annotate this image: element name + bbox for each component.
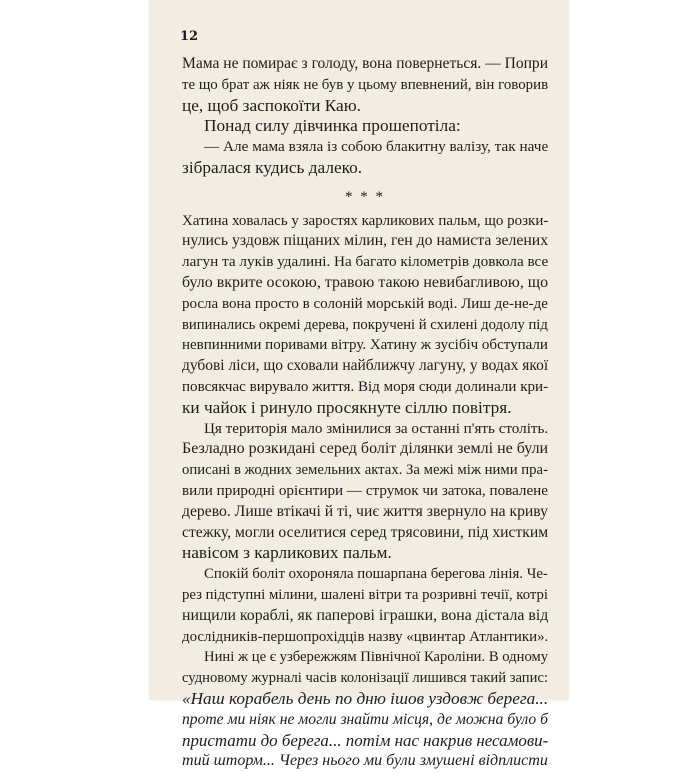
quote-line: проте ми ніяк не могли знайти місця, де можна було б xyxy=(182,710,548,728)
text-line: ки чайок і ринуло просякнуте сіллю повітря. xyxy=(182,397,512,417)
text-line: вили природні орієнтири — струмок чи затока, повалене xyxy=(182,482,548,499)
text-line: невпинними поривами вітру. Хатину ж зусібіч обступали xyxy=(182,337,548,354)
text-line: рез підступні мілини, шалені вітри та розривні течії, котрі xyxy=(182,586,549,603)
body-text xyxy=(182,54,548,772)
text-line: стежку, могли оселитися серед трясовини, під хистким xyxy=(182,523,549,541)
text-line: повсякчас вирувало життя. Від моря сюди долинали кри- xyxy=(182,378,549,395)
text-line: дослідників-першопрохідців назву «цвинтар Атлантики». xyxy=(182,628,549,645)
quote-line: «Наш корабель день по дню ішов уздовж берега... xyxy=(182,688,549,708)
text-line: нищили кораблі, як паперові іграшки, вона дістала від xyxy=(182,606,549,624)
text-line: описані в жодних земельних актах. За межі між ними пра- xyxy=(182,462,548,479)
text-line: Нині ж це є узбережжям Північної Кароліни. В одному xyxy=(204,649,549,666)
text-line: Безладно розкидані серед боліт ділянки землі не були xyxy=(182,440,549,458)
text-line: дерево. Лише втікачі й ті, чиє життя звернуло на криву xyxy=(182,502,548,520)
text-line: Понад силу дівчинка прошепотіла: xyxy=(204,116,461,136)
text-line: це, щоб заспокоїти Каю. xyxy=(182,95,361,115)
text-line: було вкрите осокою, травою такою невибагливою, що xyxy=(182,273,549,291)
text-line: дубові ліси, що сховали найближчу лагуну, у водах якої xyxy=(182,357,549,375)
text-line: навісом з карликових пальм. xyxy=(182,543,392,563)
text-line: нулись уздовж піщаних мілин, ген до намиста зелених xyxy=(182,232,549,250)
quote-line: тий шторм... Через нього ми були змушені відплисти xyxy=(182,752,548,770)
text-line: Мама не помирає з голоду, вона повернеться. — Попри xyxy=(182,55,549,72)
text-line: Хатина ховалась у заростях карликових пальм, що розки- xyxy=(182,212,549,229)
text-line: випинались окремі дерева, покручені й схилені додолу під xyxy=(182,316,548,333)
text-line: Ця територія мало змінилися за останні п'ять століть. xyxy=(204,420,549,437)
text-line: Спокій боліт охороняла пошарпана берегова лінія. Че- xyxy=(204,566,548,583)
page-number: 12 xyxy=(180,29,199,44)
section-separator: * * * xyxy=(345,188,385,205)
text-line: росла вона просто в солоній морській воді. Лиш де-не-де xyxy=(182,295,548,312)
quote-line: пристати до берега... потім нас накрив несамови- xyxy=(182,730,549,750)
book-page xyxy=(149,0,569,770)
text-line: те що брат аж ніяк не був у цьому впевнений, він говорив xyxy=(182,76,549,93)
text-line: судновому журналі часів колонізації лишився такий запис: xyxy=(182,670,549,687)
text-line: — Але мама взяла із собою блакитну валізу, так наче xyxy=(204,138,549,156)
text-line: зібралася кудись далеко. xyxy=(182,157,363,177)
text-line: лагун та луків удалині. На багато кілометрів довкола все xyxy=(182,253,549,271)
